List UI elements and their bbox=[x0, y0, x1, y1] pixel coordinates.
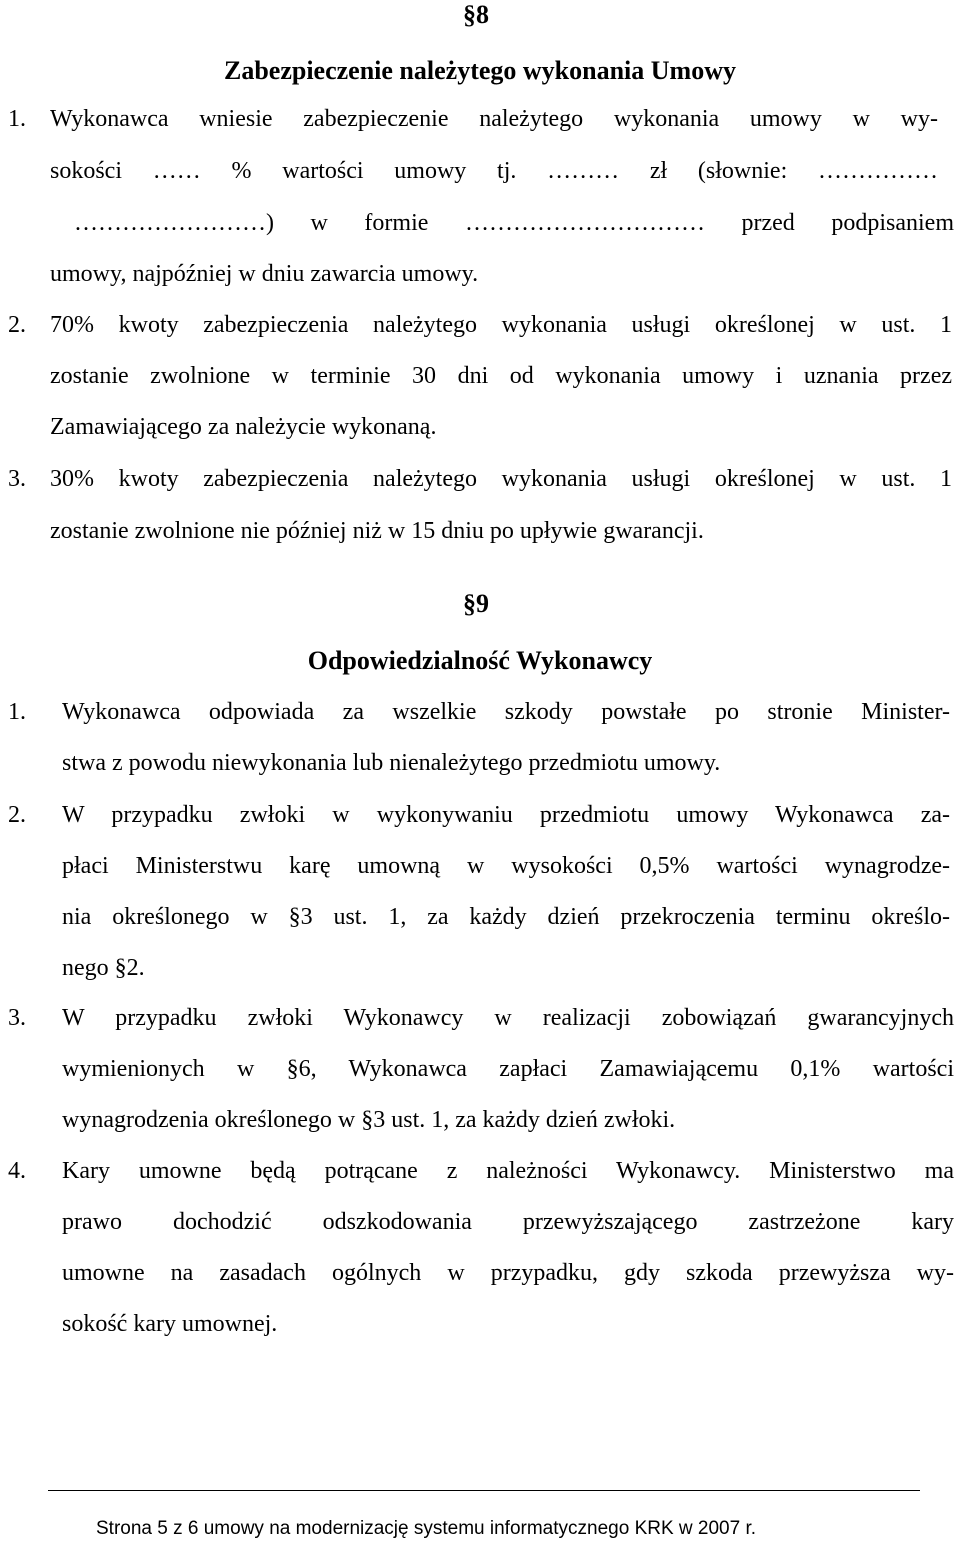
item-number: 3. bbox=[8, 466, 26, 492]
item-number: 4. bbox=[8, 1158, 26, 1184]
item-line: W przypadku zwłoki w wykonywaniu przedmiotu umowy Wykonawca za- bbox=[62, 802, 950, 828]
item-line: 30% kwoty zabezpieczenia należytego wykonania usługi określonej w ust. 1 bbox=[50, 466, 952, 492]
item-line: Kary umowne będą potrącane z należności Wykonawcy. Ministerstwo ma bbox=[62, 1158, 954, 1184]
item-line: Wykonawca wniesie zabezpieczenie należytego wykonania umowy w wy- bbox=[50, 106, 938, 132]
item-number: 2. bbox=[8, 312, 26, 338]
item-line: sokość kary umownej. bbox=[62, 1311, 278, 1337]
section-8-number: §8 bbox=[463, 0, 489, 29]
item-line: wymienionych w §6, Wykonawca zapłaci Zamawiającemu 0,1% wartości bbox=[62, 1056, 954, 1082]
footer-divider bbox=[48, 1490, 920, 1491]
section-9-number: §9 bbox=[463, 589, 489, 618]
item-line: stwa z powodu niewykonania lub nienależytego przedmiotu umowy. bbox=[62, 750, 721, 776]
item-line: 70% kwoty zabezpieczenia należytego wykonania usługi określonej w ust. 1 bbox=[50, 312, 952, 338]
item-line: wynagrodzenia określonego w §3 ust. 1, za każdy dzień zwłoki. bbox=[62, 1107, 676, 1133]
item-number: 2. bbox=[8, 802, 26, 828]
page-footer: Strona 5 z 6 umowy na modernizację systemu informatycznego KRK w 2007 r. bbox=[96, 1518, 757, 1539]
item-line: W przypadku zwłoki Wykonawcy w realizacji zobowiązań gwarancyjnych bbox=[62, 1005, 954, 1031]
item-line: płaci Ministerstwu karę umowną w wysokości 0,5% wartości wynagrodze- bbox=[62, 853, 950, 879]
item-line: Zamawiającego za należycie wykonaną. bbox=[50, 414, 437, 440]
item-line: zostanie zwolnione nie później niż w 15 dniu po upływie gwarancji. bbox=[50, 518, 704, 544]
item-line: ……………………) w formie ………………………… przed podpisaniem bbox=[74, 210, 954, 236]
section-9-title: Odpowiedzialność Wykonawcy bbox=[307, 646, 653, 675]
item-line: Wykonawca odpowiada za wszelkie szkody powstałe po stronie Minister- bbox=[62, 699, 950, 725]
item-line: zostanie zwolnione w terminie 30 dni od wykonania umowy i uznania przez bbox=[50, 363, 952, 389]
item-line: prawo dochodzić odszkodowania przewyższającego zastrzeżone kary bbox=[62, 1209, 954, 1235]
section-8-title: Zabezpieczenie należytego wykonania Umowy bbox=[223, 56, 736, 85]
item-line: nego §2. bbox=[62, 955, 145, 981]
item-number: 3. bbox=[8, 1005, 26, 1031]
item-line: umowne na zasadach ogólnych w przypadku, gdy szkoda przewyższa wy- bbox=[62, 1260, 954, 1286]
item-line: nia określonego w §3 ust. 1, za każdy dzień przekroczenia terminu określo- bbox=[62, 904, 950, 930]
item-line: umowy, najpóźniej w dniu zawarcia umowy. bbox=[50, 261, 479, 287]
item-number: 1. bbox=[8, 106, 26, 132]
item-line: sokości …… % wartości umowy tj. ……… zł (słownie: …………… bbox=[50, 158, 938, 184]
item-number: 1. bbox=[8, 699, 26, 725]
